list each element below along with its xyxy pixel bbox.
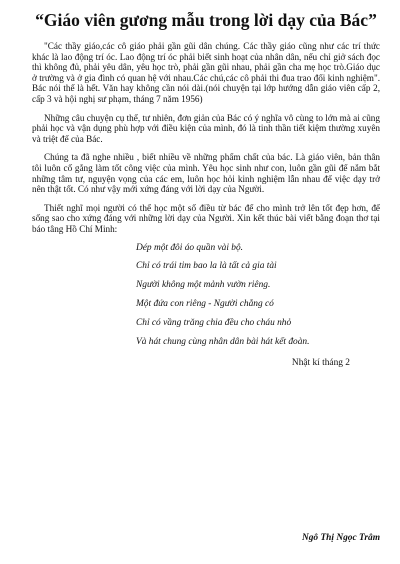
paragraph-quote: "Các thầy giáo,các cô giáo phải gần gũi dân chúng. Các thầy giáo cũng như các trí thức khác là lao động trí óc. Lao động trí óc phải biết sinh hoạt của nhân dân, nếu chỉ giở sách đọc thì không đủ, phải yêu dân, yêu học trò, phải gần gũi nhau, phải gần cha mẹ học trò.Giáo dục ở trường và ở gia đình có quan hệ với nhau.Các chú,các cô phải thi đua trao đổi kinh nghiệm". Bác nói thế là hết. Văn hay không cần nói dài.(nói chuyện tại lớp hướng dẫn giáo viên cấp 2, cấp 3 và hội nghị sư phạm, tháng 7 năm 1956) (32, 41, 380, 104)
poem-line: Chỉ có trái tim bao la là tất cả gia tài (136, 261, 277, 272)
poem-line: Và hát chung cùng nhân dân bài hát kết đoàn. (136, 337, 310, 348)
paragraph-lesson: Những câu chuyện cụ thể, tư nhiên, đơn giản của Bác có ý nghĩa vô cùng to lớn mà ai cũng phải học và vận dụng phù hợp với điều kiện của mình, đó là tinh thần tiết kiệm thường xuyên và triệt để của Bác. (32, 112, 380, 144)
poem-block (32, 243, 380, 349)
poem-line: Một đứa con riêng - Người chẳng có (136, 299, 274, 310)
poem-line: Người không một mảnh vườn riêng. (136, 280, 271, 291)
diary-label: Nhật kí tháng 2 (291, 358, 350, 369)
document-title: “Giáo viên gương mẫu trong lời dạy của Bác” (35, 10, 377, 30)
paragraph-closing: Thiết nghĩ mọi người có thể học một số điều từ bác để cho mình trở lên tốt đẹp hơn, để sống sao cho xứng đáng với những lời dạy của Người. Xin kết thúc bài viết bằng đoạn thơ tại báo tâng Hồ Chí Minh: (32, 202, 380, 234)
paragraph-teacher: Chúng ta đã nghe nhiều , biết nhiều về những phẩm chất của bác. Là giáo viên, bản thân tôi luôn cố gắng làm tốt công việc của mình. Yêu học sinh như con, luôn gần gũi để nắm bắt những tâm tư, nguyện vọng của các em, luôn học hỏi kinh nghiệm lẫn nhau để việc dạy trở nên thật tốt. Có như vậy mới xứng đáng với lời dạy của Người. (32, 152, 380, 195)
poem-line: Chỉ có vầng trăng chia đều cho cháu nhỏ (136, 318, 292, 329)
poem-line: Dép một đôi áo quần vài bộ. (136, 242, 244, 253)
author-signature: Ngô Thị Ngọc Trâm (301, 533, 380, 543)
